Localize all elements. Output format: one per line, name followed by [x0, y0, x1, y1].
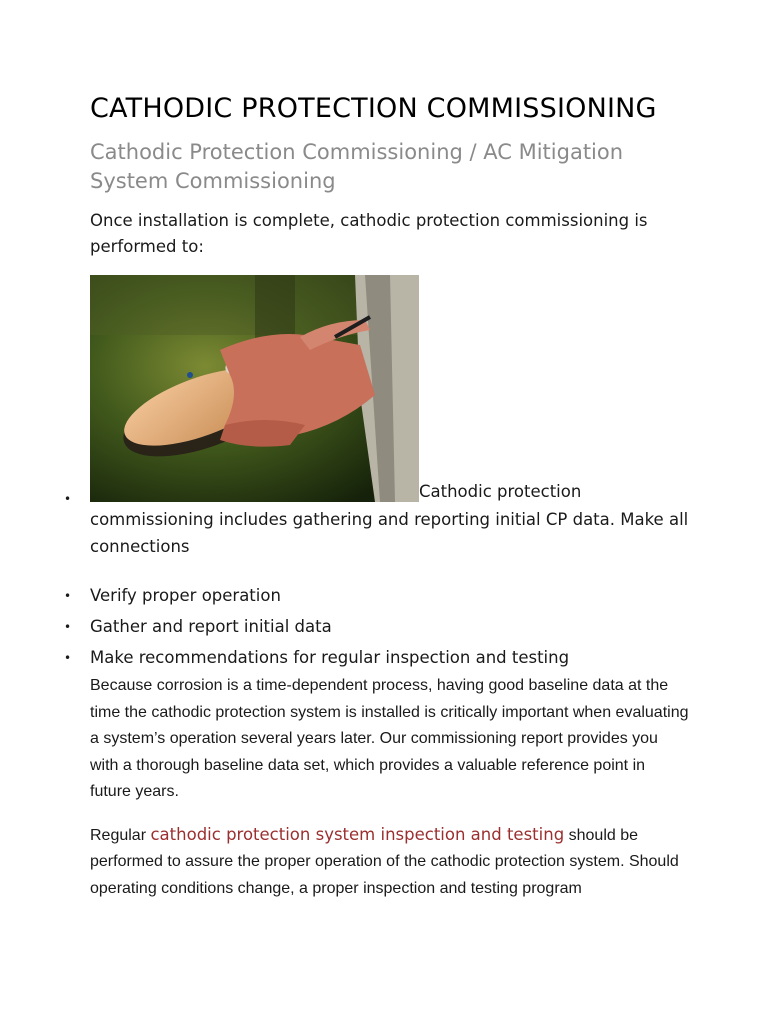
page-title: CATHODIC PROTECTION COMMISSIONING [90, 93, 657, 124]
inspection-paragraph [90, 822, 690, 903]
document-page [64, 92, 690, 902]
commissioning-list [64, 275, 690, 560]
first-item-continuation: commissioning includes gathering and reporting initial CP data. Make all connections [90, 510, 689, 556]
baseline-paragraph: Because corrosion is a time-dependent process, having good baseline data at the time the cathodic protection system is installed is critically important when evaluating a system’s operation several years later. Our commissioning report provides you with a thorough baseline data set, which provides a valuable reference point in future years. [90, 677, 689, 800]
bullet-marker: • [64, 620, 72, 634]
list-item [64, 642, 690, 673]
first-item-lead: Cathodic protection [419, 482, 582, 501]
inspection-paragraph-start: Regular [90, 826, 151, 844]
bullet-marker: • [64, 651, 72, 665]
list-item [64, 580, 690, 611]
page-subtitle: Cathodic Protection Commissioning / AC Mitigation System Commissioning [90, 140, 624, 193]
list-item-text: Make recommendations for regular inspection and testing [90, 648, 570, 667]
inspection-testing-link[interactable]: cathodic protection system inspection and testing [150, 824, 565, 844]
list-item-text: Gather and report initial data [90, 617, 332, 636]
action-list [64, 580, 690, 673]
inspection-paragraph-end: should be performed to assure the proper operation of the cathodic protection system. Should operating conditions change, a proper inspection and testing program [90, 826, 679, 897]
list-item [64, 611, 690, 642]
technician-with-gps-device-photo [90, 275, 419, 502]
intro-text: Once installation is complete, cathodic protection commissioning is performed to: [90, 211, 648, 256]
bullet-marker: • [64, 492, 72, 506]
bullet-marker: • [64, 589, 72, 603]
list-item [64, 275, 690, 560]
list-item-text: Verify proper operation [90, 586, 281, 605]
